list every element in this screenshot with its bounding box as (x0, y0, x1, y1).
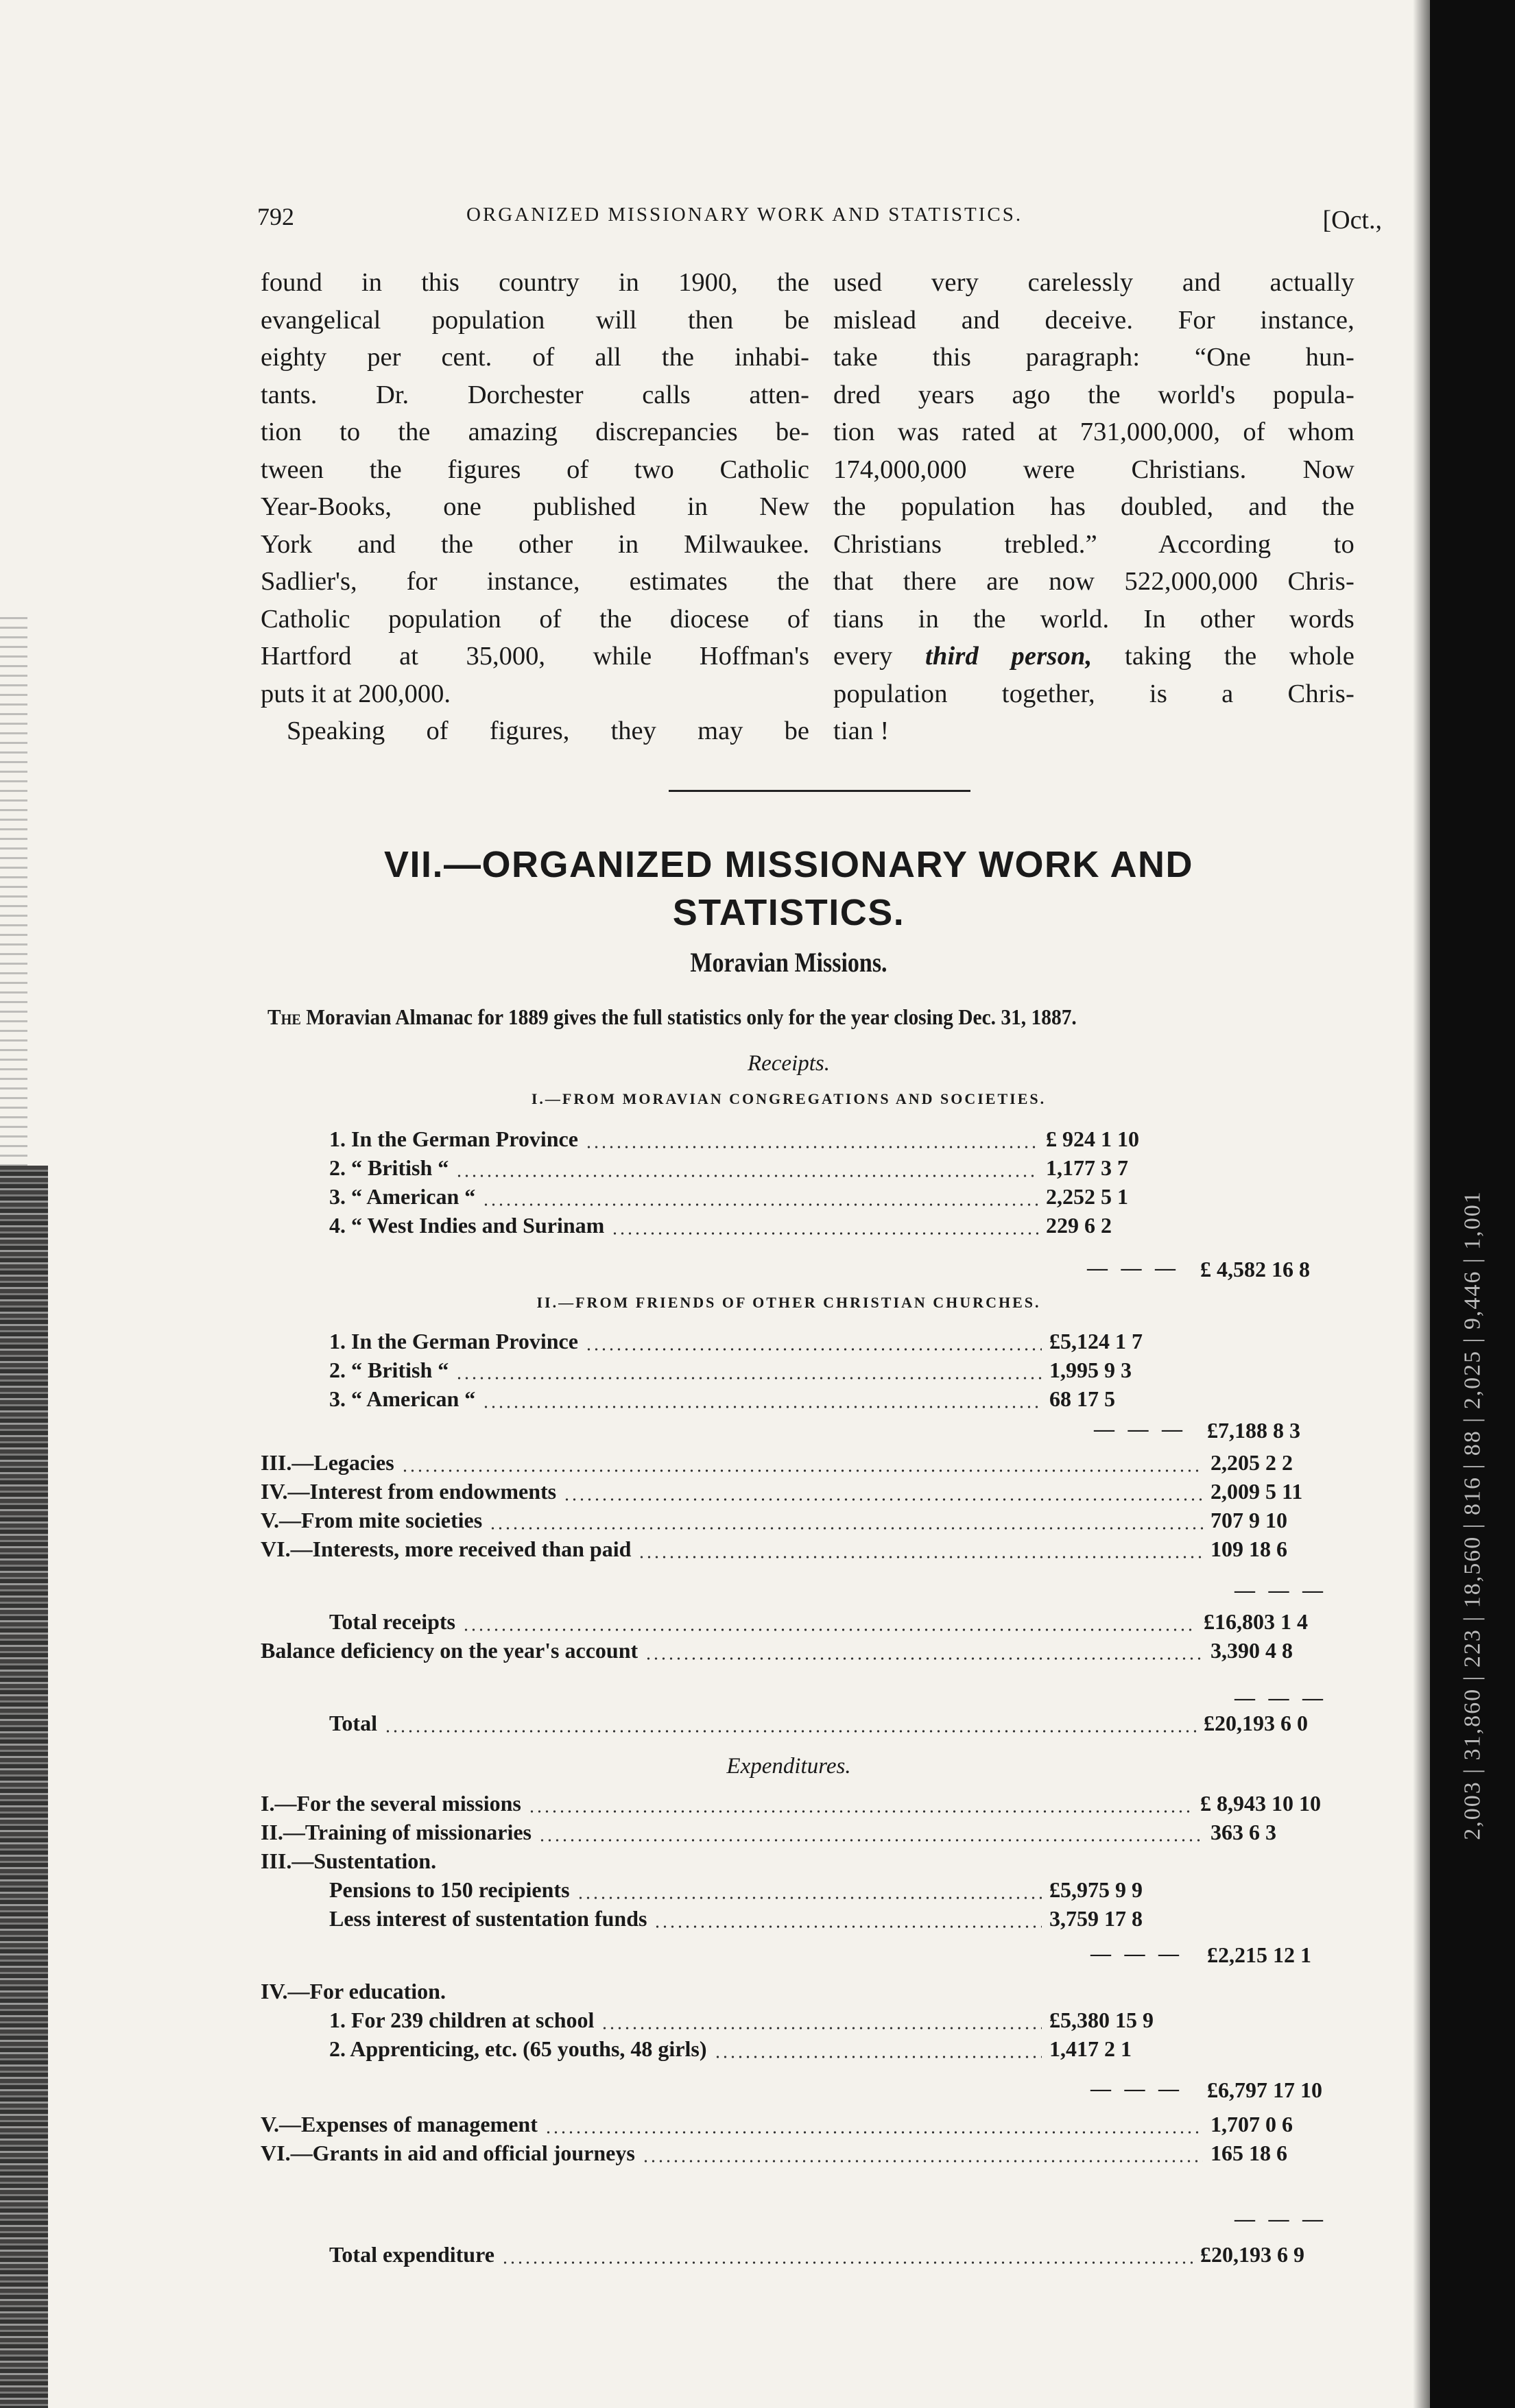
dot-leader (577, 1897, 1042, 1899)
ledger-amount: 109 18 6 (1210, 1537, 1287, 1561)
ledger-amount: £6,797 17 10 (1207, 2078, 1322, 2102)
ledger-row (0, 2036, 1372, 2067)
ledger-row (0, 1184, 1372, 1214)
ledger-row (0, 2112, 1372, 2142)
ledger-amount: £5,124 1 7 (1049, 1329, 1143, 1353)
ledger-label: IV.—For education. (261, 1979, 446, 2003)
ledger-amount: £7,188 8 3 (1207, 1418, 1300, 1443)
ledger-label: 1. In the German Province (329, 1329, 578, 1353)
ledger-row (0, 1638, 1372, 1668)
ledger-row (0, 2078, 1372, 2108)
ledger-amount: £ 924 1 10 (1046, 1127, 1139, 1151)
ledger-row (0, 1942, 1372, 1973)
receipts-group2-heading: II.—FROM FRIENDS OF OTHER CHRISTIAN CHURCHES. (536, 1294, 1041, 1311)
text-line: Hartford at 35,000, while Hoffman's (261, 642, 809, 671)
intro-text: Moravian Almanac for 1889 gives the full statistics only for the year closing Dec. 31, 1887. (306, 1004, 1077, 1029)
ledger-row (0, 1127, 1372, 1157)
ledger-amount: 707 9 10 (1210, 1508, 1287, 1532)
ledger-row (0, 1329, 1372, 1359)
text-line: the population has doubled, and the (833, 492, 1355, 521)
expenditures-heading: Expenditures. (726, 1754, 851, 1779)
running-header (257, 202, 1382, 243)
text-line: used very carelessly and actually (833, 268, 1355, 297)
ledger-row (0, 1450, 1372, 1480)
dot-leader (638, 1556, 1203, 1558)
text-line: dred years ago the world's popula- (833, 380, 1355, 409)
text-line: take this paragraph: “One hun- (833, 343, 1355, 372)
dot-leader (455, 1377, 1042, 1380)
ledger-label: I.—For the several missions (261, 1791, 521, 1816)
scan-edge-left-faint (0, 617, 27, 1166)
ledger-label: 3. “ American “ (329, 1386, 476, 1411)
text-line: puts it at 200,000. (261, 679, 451, 708)
intro-lead-word: The (267, 1004, 301, 1029)
ledger-row (0, 1711, 1372, 1741)
section-title-line1: VII.—ORGANIZED MISSIONARY WORK AND (383, 844, 1194, 885)
text-line: tion to the amazing discrepancies be- (261, 418, 809, 446)
ledger-label: Total receipts (329, 1609, 455, 1634)
ledger-row (0, 1906, 1372, 1936)
dot-leader (489, 1527, 1203, 1530)
ledger-amount: £20,193 6 9 (1200, 2242, 1304, 2267)
ledger-row (0, 1386, 1372, 1417)
ledger-label: Pensions to 150 recipients (329, 1877, 570, 1902)
dot-leader (455, 1175, 1038, 1177)
ledger-amount: £20,193 6 0 (1204, 1711, 1308, 1735)
ledger-row (0, 1849, 1372, 1879)
text-line: tween the figures of two Catholic (261, 455, 809, 484)
dot-leader (642, 2160, 1203, 2163)
dot-leader (545, 2131, 1203, 2134)
text-line: York and the other in Milwaukee. (261, 529, 809, 559)
running-head: ORGANIZED MISSIONARY WORK AND STATISTICS. (466, 204, 1023, 226)
ledger-row (0, 1155, 1372, 1185)
ledger-amount: 3,390 4 8 (1210, 1638, 1293, 1663)
ledger-label: III.—Sustentation. (261, 1849, 437, 1873)
text-line-emphasis (833, 638, 1355, 675)
ledger-amount: £ 8,943 10 10 (1200, 1791, 1321, 1816)
ledger-label: 2. “ British “ (329, 1358, 449, 1382)
ledger-label: III.—Legacies (261, 1450, 394, 1475)
ledger-row (0, 1508, 1372, 1538)
ledger-row (0, 1820, 1372, 1850)
subtotal-rule: — — — (1087, 1257, 1180, 1279)
ledger-amount: £16,803 1 4 (1204, 1609, 1308, 1634)
dot-leader (538, 1839, 1203, 1842)
dot-leader (563, 1498, 1203, 1501)
ledger-amount: 1,417 2 1 (1049, 2036, 1132, 2061)
ledger-label: IV.—Interest from endowments (261, 1479, 557, 1504)
ledger-row (0, 1358, 1372, 1388)
ledger-label: Less interest of sustentation funds (329, 1906, 647, 1931)
text-line: Sadlier's, for instance, estimates the (261, 567, 809, 596)
dot-leader (528, 1810, 1193, 1813)
ledger-label: 1. In the German Province (329, 1127, 578, 1151)
ledger-row (0, 1979, 1372, 2009)
dot-leader (714, 2056, 1042, 2058)
text-line: 174,000,000 were Christians. Now (833, 455, 1355, 484)
text-line: found in this country in 1900, the (261, 268, 809, 297)
ledger-label: Total expenditure (329, 2242, 494, 2267)
ledger-label: Total (329, 1711, 377, 1735)
dot-leader (585, 1146, 1038, 1148)
text-line: population together, is a Chris- (833, 679, 1355, 708)
emphasis-text: third person, (924, 642, 1093, 671)
ledger-label: 3. “ American “ (329, 1184, 476, 1209)
ledger-row (0, 1213, 1372, 1243)
section-title (240, 841, 1337, 937)
ledger-label: 4. “ West Indies and Surinam (329, 1213, 605, 1238)
subtotal-rule: — — — (1234, 1579, 1327, 1602)
text-line: tants. Dr. Dorchester calls atten- (261, 380, 809, 409)
dot-leader (654, 1925, 1042, 1928)
section-divider (669, 790, 970, 792)
text-line: Christians trebled.” According to (833, 529, 1355, 559)
ledger-row (0, 2008, 1372, 2038)
ledger-amount: 68 17 5 (1049, 1386, 1115, 1411)
running-date: [Oct., (1322, 206, 1382, 234)
subtotal-rule: — — — (1090, 1942, 1183, 1965)
scan-shadow (1413, 0, 1431, 2408)
dot-leader (601, 2027, 1042, 2030)
text-line: evangelical population will then be (261, 305, 809, 335)
receipts-group1-heading: I.—FROM MORAVIAN CONGREGATIONS AND SOCIETIES. (531, 1090, 1047, 1107)
dot-leader (384, 1730, 1196, 1733)
ledger-row (0, 1609, 1372, 1639)
ledger-amount: 1,177 3 7 (1046, 1155, 1128, 1180)
ledger-row (0, 1418, 1372, 1448)
dot-leader (482, 1406, 1042, 1408)
text-line: that there are now 522,000,000 Chris- (833, 567, 1355, 596)
ledger-row (0, 1537, 1372, 1567)
ledger-amount: 1,707 0 6 (1210, 2112, 1293, 2136)
text-fragment: every (833, 642, 893, 671)
ledger-amount: 165 18 6 (1210, 2141, 1287, 2165)
text-line: eighty per cent. of all the inhabi- (261, 343, 809, 372)
text-line: tians in the world. In other words (833, 604, 1355, 634)
ledger-label: 2. “ British “ (329, 1155, 449, 1180)
ledger-label: VI.—Grants in aid and official journeys (261, 2141, 635, 2165)
ledger-label: V.—Expenses of management (261, 2112, 538, 2136)
text-line: mislead and deceive. For instance, (833, 305, 1355, 335)
section-title-line2: STATISTICS. (672, 892, 905, 933)
intro-paragraph (267, 1004, 1252, 1030)
ledger-row (0, 2141, 1372, 2171)
ledger-row (0, 1479, 1372, 1509)
ledger-amount: 363 6 3 (1210, 1820, 1276, 1844)
ledger-label: 1. For 239 children at school (329, 2008, 595, 2032)
ledger-amount: £5,975 9 9 (1049, 1877, 1143, 1902)
ledger-amount: 2,205 2 2 (1210, 1450, 1293, 1475)
text-fragment: taking the whole (1124, 642, 1355, 671)
ledger-amount: 3,759 17 8 (1049, 1906, 1143, 1931)
text-line: tion was rated at 731,000,000, of whom (833, 418, 1355, 446)
dot-leader (401, 1469, 1203, 1472)
ledger-amount: 2,009 5 11 (1210, 1479, 1303, 1504)
text-line: tian ! (833, 717, 890, 745)
ledger-label: II.—Training of missionaries (261, 1820, 532, 1844)
ledger-label: Balance deficiency on the year's account (261, 1638, 639, 1663)
right-column (833, 264, 1355, 750)
text-line: Year-Books, one published in New (261, 492, 809, 521)
ledger-row (0, 2242, 1372, 2272)
ledger-label: V.—From mite societies (261, 1508, 483, 1532)
dot-leader (462, 1628, 1196, 1631)
ledger-amount: 2,252 5 1 (1046, 1184, 1128, 1209)
bleed-through-text: 2,003 | 31,860 | 223 | 18,560 | 816 | 88 | 2,025 | 9,446 | 1,001 (1460, 1190, 1486, 1840)
ledger-row (0, 1257, 1372, 1287)
receipts-heading: Receipts. (747, 1051, 831, 1076)
dot-leader (645, 1657, 1203, 1660)
dot-leader (501, 2261, 1193, 2264)
subsection-title: Moravian Missions. (690, 947, 887, 978)
text-line: Speaking of figures, they may be (287, 717, 809, 745)
ledger-label: VI.—Interests, more received than paid (261, 1537, 632, 1561)
ledger-row (0, 1791, 1372, 1821)
text-line: Catholic population of the diocese of (261, 604, 809, 634)
ledger-row (0, 1877, 1372, 1907)
ledger-amount: £2,215 12 1 (1207, 1942, 1311, 1967)
ledger-amount: £ 4,582 16 8 (1200, 1257, 1310, 1281)
page-number: 792 (257, 203, 294, 230)
ledger-label: 2. Apprenticing, etc. (65 youths, 48 girls) (329, 2036, 707, 2061)
ledger-amount: 1,995 9 3 (1049, 1358, 1132, 1382)
dot-leader (611, 1232, 1038, 1235)
left-column (261, 264, 809, 750)
subtotal-rule: — — — (1094, 1418, 1186, 1441)
dot-leader (482, 1203, 1038, 1206)
dot-leader (585, 1348, 1042, 1351)
ledger-amount: 229 6 2 (1046, 1213, 1112, 1238)
subtotal-rule: — — — (1090, 2078, 1183, 2100)
ledger-amount: £5,380 15 9 (1049, 2008, 1154, 2032)
subtotal-rule: — — — (1234, 2208, 1327, 2230)
subtotal-rule: — — — (1234, 1687, 1327, 1709)
